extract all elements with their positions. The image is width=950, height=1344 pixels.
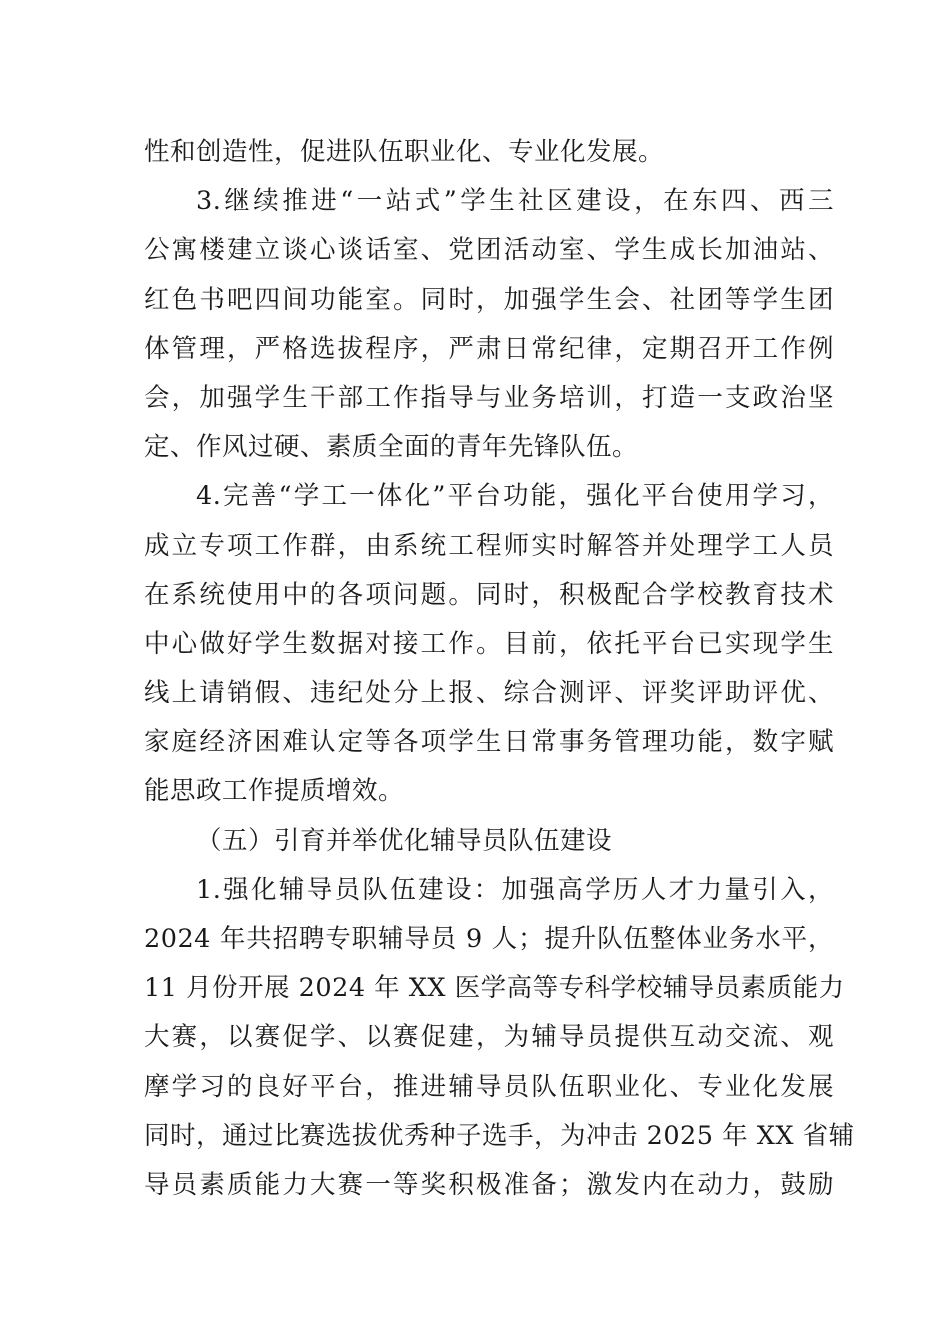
paragraph-line: 红色书吧四间功能室。同时，加强学生会、社团等学生团 <box>144 284 834 315</box>
paragraph-line: 在系统使用中的各项问题。同时，积极配合学校教育技术 <box>144 579 834 610</box>
paragraph-line: 家庭经济困难认定等各项学生日常事务管理功能，数字赋 <box>144 727 834 758</box>
paragraph-line: 性和创造性，促进队伍职业化、专业化发展。 <box>144 137 665 167</box>
document-body <box>144 128 855 1210</box>
section-heading: （五）引育并举优化辅导员队伍建设 <box>196 825 613 856</box>
paragraph-line: 11 月份开展 2024 年 XX 医学高等专科学校辅导员素质能力 <box>144 973 845 1004</box>
paragraph-line: 3.继续推进“一站式”学生社区建设，在东四、西三 <box>196 186 834 217</box>
paragraph-line: 同时，通过比赛选拔优秀种子选手，为冲击 2025 年 XX 省辅 <box>144 1120 855 1151</box>
paragraph-line: 导员素质能力大赛一等奖积极准备；激发内在动力，鼓励 <box>144 1169 834 1200</box>
paragraph-line: 4.完善“学工一体化”平台功能，强化平台使用学习， <box>196 481 834 512</box>
paragraph-line: 定、作风过硬、素质全面的青年先锋队伍。 <box>144 432 639 463</box>
paragraph-line: 会，加强学生干部工作指导与业务培训，打造一支政治坚 <box>144 382 834 413</box>
paragraph-line: 大赛，以赛促学、以赛促建，为辅导员提供互动交流、观 <box>144 1022 834 1053</box>
paragraph-line: 公寓楼建立谈心谈话室、党团活动室、学生成长加油站、 <box>144 235 834 266</box>
paragraph-line: 能思政工作提质增效。 <box>144 776 405 807</box>
paragraph-line: 2024 年共招聘专职辅导员 9 人；提升队伍整体业务水平， <box>144 924 834 954</box>
paragraph-line: 体管理，严格选拔程序，严肃日常纪律，定期召开工作例 <box>144 333 834 364</box>
paragraph-line: 中心做好学生数据对接工作。目前，依托平台已实现学生 <box>144 628 834 659</box>
paragraph-line: 1.强化辅导员队伍建设：加强高学历人才力量引入， <box>196 874 834 905</box>
paragraph-line: 摩学习的良好平台，推进辅导员队伍职业化、专业化发展 <box>144 1071 834 1102</box>
paragraph-line: 成立专项工作群，由系统工程师实时解答并处理学工人员 <box>144 530 834 561</box>
paragraph-line: 线上请销假、违纪处分上报、综合测评、评奖评助评优、 <box>144 678 834 709</box>
